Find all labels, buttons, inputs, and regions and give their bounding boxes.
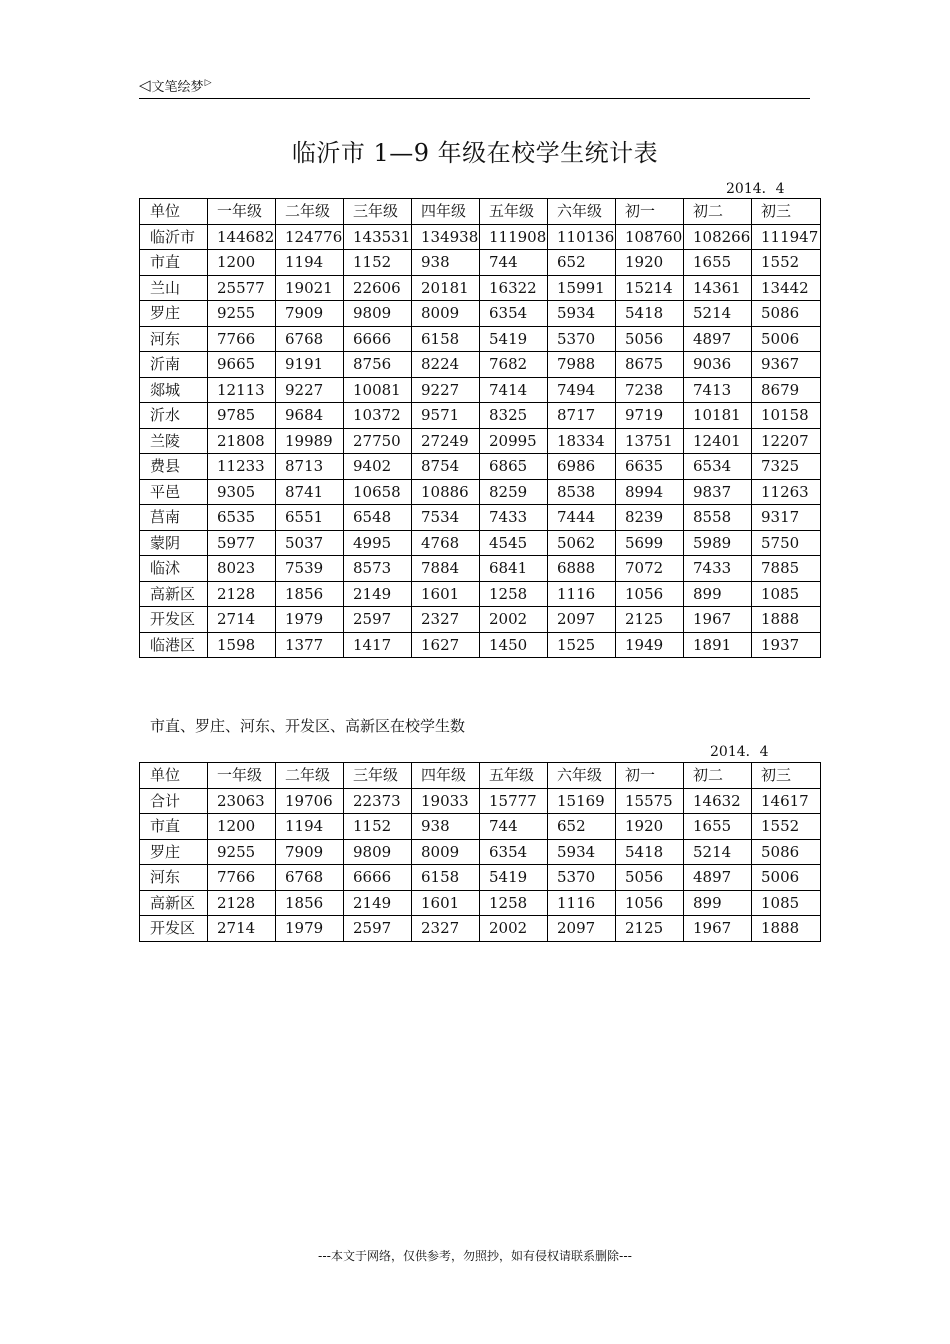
value-cell: 111947 <box>752 224 821 250</box>
table-row <box>140 530 821 556</box>
value-cell: 6158 <box>412 326 480 352</box>
value-cell: 9665 <box>208 352 276 378</box>
value-cell: 7682 <box>480 352 548 378</box>
value-cell: 5086 <box>752 839 821 865</box>
value-cell: 9402 <box>344 454 412 480</box>
value-cell: 5037 <box>276 530 344 556</box>
value-cell: 8713 <box>276 454 344 480</box>
value-cell: 1601 <box>412 581 480 607</box>
value-cell: 11263 <box>752 479 821 505</box>
value-cell: 14617 <box>752 788 821 814</box>
value-cell: 12401 <box>684 428 752 454</box>
column-header: 四年级 <box>412 763 480 789</box>
unit-cell: 费县 <box>140 454 208 480</box>
value-cell: 5056 <box>616 865 684 891</box>
table-row <box>140 224 821 250</box>
value-cell: 9367 <box>752 352 821 378</box>
value-cell: 21808 <box>208 428 276 454</box>
table1-date: 2014．4 <box>726 181 785 197</box>
value-cell: 7909 <box>276 301 344 327</box>
value-cell: 7766 <box>208 326 276 352</box>
value-cell: 7414 <box>480 377 548 403</box>
table-row <box>140 377 821 403</box>
value-cell: 143531 <box>344 224 412 250</box>
value-cell: 7766 <box>208 865 276 891</box>
value-cell: 9684 <box>276 403 344 429</box>
value-cell: 5419 <box>480 865 548 891</box>
value-cell: 1627 <box>412 632 480 658</box>
column-header: 六年级 <box>548 763 616 789</box>
value-cell: 1891 <box>684 632 752 658</box>
value-cell: 5056 <box>616 326 684 352</box>
unit-cell: 兰山 <box>140 275 208 301</box>
value-cell: 10886 <box>412 479 480 505</box>
value-cell: 1116 <box>548 890 616 916</box>
column-header: 一年级 <box>208 199 276 225</box>
value-cell: 5062 <box>548 530 616 556</box>
table-row <box>140 479 821 505</box>
unit-cell: 平邑 <box>140 479 208 505</box>
value-cell: 744 <box>480 814 548 840</box>
value-cell: 6666 <box>344 326 412 352</box>
column-header: 六年级 <box>548 199 616 225</box>
value-cell: 10158 <box>752 403 821 429</box>
value-cell: 5370 <box>548 326 616 352</box>
unit-cell: 临沭 <box>140 556 208 582</box>
column-header: 一年级 <box>208 763 276 789</box>
value-cell: 1525 <box>548 632 616 658</box>
value-cell: 23063 <box>208 788 276 814</box>
value-cell: 1967 <box>684 607 752 633</box>
value-cell: 18334 <box>548 428 616 454</box>
value-cell: 9785 <box>208 403 276 429</box>
value-cell: 1920 <box>616 250 684 276</box>
value-cell: 1967 <box>684 916 752 942</box>
unit-cell: 罗庄 <box>140 839 208 865</box>
table2-subtitle: 市直、罗庄、河东、开发区、高新区在校学生数 <box>150 717 466 735</box>
value-cell: 1056 <box>616 581 684 607</box>
value-cell: 652 <box>548 814 616 840</box>
value-cell: 2327 <box>412 607 480 633</box>
column-header: 初一 <box>616 199 684 225</box>
table-row <box>140 890 821 916</box>
value-cell: 1937 <box>752 632 821 658</box>
value-cell: 108760 <box>616 224 684 250</box>
value-cell: 9719 <box>616 403 684 429</box>
value-cell: 5419 <box>480 326 548 352</box>
column-header: 二年级 <box>276 763 344 789</box>
value-cell: 9227 <box>412 377 480 403</box>
value-cell: 1056 <box>616 890 684 916</box>
unit-cell: 市直 <box>140 250 208 276</box>
value-cell: 8741 <box>276 479 344 505</box>
table-row <box>140 916 821 942</box>
value-cell: 1200 <box>208 814 276 840</box>
value-cell: 9317 <box>752 505 821 531</box>
value-cell: 1655 <box>684 814 752 840</box>
page-header <box>139 74 810 99</box>
value-cell: 13442 <box>752 275 821 301</box>
unit-cell: 临沂市 <box>140 224 208 250</box>
value-cell: 2125 <box>616 607 684 633</box>
value-cell: 12207 <box>752 428 821 454</box>
value-cell: 5750 <box>752 530 821 556</box>
value-cell: 1258 <box>480 890 548 916</box>
value-cell: 22373 <box>344 788 412 814</box>
value-cell: 8259 <box>480 479 548 505</box>
column-header: 初二 <box>684 199 752 225</box>
table2-date: 2014．4 <box>710 744 769 760</box>
value-cell: 19021 <box>276 275 344 301</box>
brand-text: 文笔绘梦 <box>151 80 204 95</box>
value-cell: 8538 <box>548 479 616 505</box>
value-cell: 9809 <box>344 301 412 327</box>
column-header: 单位 <box>140 199 208 225</box>
value-cell: 938 <box>412 814 480 840</box>
district-summary-table <box>139 762 821 942</box>
value-cell: 6354 <box>480 839 548 865</box>
value-cell: 2097 <box>548 607 616 633</box>
value-cell: 108266 <box>684 224 752 250</box>
value-cell: 8009 <box>412 839 480 865</box>
value-cell: 1258 <box>480 581 548 607</box>
value-cell: 1194 <box>276 250 344 276</box>
value-cell: 6548 <box>344 505 412 531</box>
page-title: 临沂市 1—9 年级在校学生统计表 <box>291 139 659 167</box>
unit-cell: 高新区 <box>140 890 208 916</box>
value-cell: 4995 <box>344 530 412 556</box>
value-cell: 5418 <box>616 839 684 865</box>
student-stats-table <box>139 198 821 658</box>
value-cell: 1116 <box>548 581 616 607</box>
value-cell: 938 <box>412 250 480 276</box>
value-cell: 1856 <box>276 890 344 916</box>
unit-cell: 开发区 <box>140 607 208 633</box>
value-cell: 6768 <box>276 865 344 891</box>
unit-cell: 沂水 <box>140 403 208 429</box>
value-cell: 6888 <box>548 556 616 582</box>
value-cell: 5934 <box>548 301 616 327</box>
value-cell: 15991 <box>548 275 616 301</box>
value-cell: 7534 <box>412 505 480 531</box>
value-cell: 134938 <box>412 224 480 250</box>
value-cell: 6354 <box>480 301 548 327</box>
value-cell: 6986 <box>548 454 616 480</box>
value-cell: 15575 <box>616 788 684 814</box>
value-cell: 144682 <box>208 224 276 250</box>
value-cell: 4768 <box>412 530 480 556</box>
unit-cell: 莒南 <box>140 505 208 531</box>
value-cell: 9809 <box>344 839 412 865</box>
column-header: 三年级 <box>344 199 412 225</box>
value-cell: 6635 <box>616 454 684 480</box>
value-cell: 1552 <box>752 814 821 840</box>
value-cell: 5006 <box>752 865 821 891</box>
value-cell: 1417 <box>344 632 412 658</box>
value-cell: 15777 <box>480 788 548 814</box>
value-cell: 15214 <box>616 275 684 301</box>
value-cell: 111908 <box>480 224 548 250</box>
value-cell: 10081 <box>344 377 412 403</box>
value-cell: 8239 <box>616 505 684 531</box>
unit-cell: 河东 <box>140 865 208 891</box>
table-row <box>140 607 821 633</box>
value-cell: 7885 <box>752 556 821 582</box>
unit-cell: 罗庄 <box>140 301 208 327</box>
value-cell: 2149 <box>344 581 412 607</box>
table-row <box>140 581 821 607</box>
value-cell: 9305 <box>208 479 276 505</box>
table-row <box>140 839 821 865</box>
page-footer: ---本文于网络，仅供参考，勿照抄，如有侵权请联系删除--- <box>318 1249 632 1263</box>
value-cell: 8675 <box>616 352 684 378</box>
value-cell: 6666 <box>344 865 412 891</box>
value-cell: 12113 <box>208 377 276 403</box>
value-cell: 8224 <box>412 352 480 378</box>
value-cell: 8009 <box>412 301 480 327</box>
value-cell: 1152 <box>344 250 412 276</box>
table-header-row <box>140 763 821 789</box>
value-cell: 8023 <box>208 556 276 582</box>
value-cell: 899 <box>684 581 752 607</box>
value-cell: 7539 <box>276 556 344 582</box>
value-cell: 6841 <box>480 556 548 582</box>
value-cell: 27750 <box>344 428 412 454</box>
value-cell: 2327 <box>412 916 480 942</box>
value-cell: 2002 <box>480 916 548 942</box>
value-cell: 5086 <box>752 301 821 327</box>
unit-cell: 蒙阴 <box>140 530 208 556</box>
value-cell: 652 <box>548 250 616 276</box>
column-header: 初三 <box>752 763 821 789</box>
unit-cell: 合计 <box>140 788 208 814</box>
value-cell: 9837 <box>684 479 752 505</box>
unit-cell: 临港区 <box>140 632 208 658</box>
value-cell: 2714 <box>208 607 276 633</box>
value-cell: 7494 <box>548 377 616 403</box>
right-triangle-icon: ▷ <box>204 78 212 88</box>
value-cell: 1552 <box>752 250 821 276</box>
value-cell: 1200 <box>208 250 276 276</box>
value-cell: 7413 <box>684 377 752 403</box>
value-cell: 1856 <box>276 581 344 607</box>
value-cell: 8325 <box>480 403 548 429</box>
value-cell: 2149 <box>344 890 412 916</box>
value-cell: 744 <box>480 250 548 276</box>
column-header: 五年级 <box>480 763 548 789</box>
value-cell: 8756 <box>344 352 412 378</box>
value-cell: 7433 <box>480 505 548 531</box>
value-cell: 8573 <box>344 556 412 582</box>
value-cell: 7072 <box>616 556 684 582</box>
table-row <box>140 326 821 352</box>
value-cell: 7988 <box>548 352 616 378</box>
value-cell: 2128 <box>208 581 276 607</box>
table-row <box>140 301 821 327</box>
value-cell: 1888 <box>752 607 821 633</box>
value-cell: 2128 <box>208 890 276 916</box>
value-cell: 8558 <box>684 505 752 531</box>
value-cell: 2125 <box>616 916 684 942</box>
value-cell: 9571 <box>412 403 480 429</box>
table-row <box>140 250 821 276</box>
table-row <box>140 403 821 429</box>
value-cell: 2597 <box>344 607 412 633</box>
unit-cell: 市直 <box>140 814 208 840</box>
value-cell: 20995 <box>480 428 548 454</box>
table-row <box>140 865 821 891</box>
value-cell: 6158 <box>412 865 480 891</box>
value-cell: 6535 <box>208 505 276 531</box>
value-cell: 14361 <box>684 275 752 301</box>
value-cell: 5699 <box>616 530 684 556</box>
value-cell: 9255 <box>208 839 276 865</box>
value-cell: 19706 <box>276 788 344 814</box>
value-cell: 14632 <box>684 788 752 814</box>
value-cell: 5214 <box>684 301 752 327</box>
value-cell: 19033 <box>412 788 480 814</box>
column-header: 初一 <box>616 763 684 789</box>
value-cell: 9191 <box>276 352 344 378</box>
value-cell: 6768 <box>276 326 344 352</box>
table-row <box>140 556 821 582</box>
brand-logo <box>139 76 211 95</box>
value-cell: 15169 <box>548 788 616 814</box>
unit-cell: 高新区 <box>140 581 208 607</box>
value-cell: 19989 <box>276 428 344 454</box>
value-cell: 7325 <box>752 454 821 480</box>
value-cell: 2002 <box>480 607 548 633</box>
value-cell: 4897 <box>684 865 752 891</box>
value-cell: 5934 <box>548 839 616 865</box>
value-cell: 2714 <box>208 916 276 942</box>
value-cell: 8754 <box>412 454 480 480</box>
value-cell: 2597 <box>344 916 412 942</box>
value-cell: 8994 <box>616 479 684 505</box>
column-header: 三年级 <box>344 763 412 789</box>
value-cell: 1979 <box>276 916 344 942</box>
value-cell: 7238 <box>616 377 684 403</box>
value-cell: 1194 <box>276 814 344 840</box>
table-row <box>140 454 821 480</box>
column-header: 初三 <box>752 199 821 225</box>
value-cell: 1601 <box>412 890 480 916</box>
value-cell: 6865 <box>480 454 548 480</box>
value-cell: 5006 <box>752 326 821 352</box>
unit-cell: 兰陵 <box>140 428 208 454</box>
value-cell: 110136 <box>548 224 616 250</box>
value-cell: 7884 <box>412 556 480 582</box>
value-cell: 13751 <box>616 428 684 454</box>
value-cell: 7909 <box>276 839 344 865</box>
table-header-row <box>140 199 821 225</box>
value-cell: 20181 <box>412 275 480 301</box>
value-cell: 1085 <box>752 890 821 916</box>
value-cell: 1920 <box>616 814 684 840</box>
table-row <box>140 788 821 814</box>
value-cell: 1450 <box>480 632 548 658</box>
value-cell: 5370 <box>548 865 616 891</box>
table-row <box>140 428 821 454</box>
table-row <box>140 352 821 378</box>
value-cell: 16322 <box>480 275 548 301</box>
value-cell: 6551 <box>276 505 344 531</box>
value-cell: 7433 <box>684 556 752 582</box>
value-cell: 8717 <box>548 403 616 429</box>
value-cell: 22606 <box>344 275 412 301</box>
value-cell: 5977 <box>208 530 276 556</box>
value-cell: 1152 <box>344 814 412 840</box>
value-cell: 899 <box>684 890 752 916</box>
value-cell: 10372 <box>344 403 412 429</box>
value-cell: 10658 <box>344 479 412 505</box>
value-cell: 1598 <box>208 632 276 658</box>
value-cell: 124776 <box>276 224 344 250</box>
unit-cell: 郯城 <box>140 377 208 403</box>
value-cell: 1655 <box>684 250 752 276</box>
column-header: 初二 <box>684 763 752 789</box>
table-row <box>140 505 821 531</box>
value-cell: 9255 <box>208 301 276 327</box>
value-cell: 2097 <box>548 916 616 942</box>
value-cell: 7444 <box>548 505 616 531</box>
table-row <box>140 275 821 301</box>
column-header: 五年级 <box>480 199 548 225</box>
value-cell: 4897 <box>684 326 752 352</box>
table-row <box>140 632 821 658</box>
column-header: 二年级 <box>276 199 344 225</box>
value-cell: 1949 <box>616 632 684 658</box>
left-triangle-icon: ◁ <box>139 76 151 94</box>
value-cell: 1377 <box>276 632 344 658</box>
value-cell: 6534 <box>684 454 752 480</box>
value-cell: 1888 <box>752 916 821 942</box>
value-cell: 9036 <box>684 352 752 378</box>
value-cell: 5418 <box>616 301 684 327</box>
value-cell: 27249 <box>412 428 480 454</box>
value-cell: 9227 <box>276 377 344 403</box>
value-cell: 11233 <box>208 454 276 480</box>
value-cell: 8679 <box>752 377 821 403</box>
value-cell: 1085 <box>752 581 821 607</box>
unit-cell: 沂南 <box>140 352 208 378</box>
value-cell: 10181 <box>684 403 752 429</box>
unit-cell: 河东 <box>140 326 208 352</box>
column-header: 单位 <box>140 763 208 789</box>
column-header: 四年级 <box>412 199 480 225</box>
value-cell: 5214 <box>684 839 752 865</box>
value-cell: 25577 <box>208 275 276 301</box>
value-cell: 1979 <box>276 607 344 633</box>
value-cell: 4545 <box>480 530 548 556</box>
table-row <box>140 814 821 840</box>
unit-cell: 开发区 <box>140 916 208 942</box>
value-cell: 5989 <box>684 530 752 556</box>
